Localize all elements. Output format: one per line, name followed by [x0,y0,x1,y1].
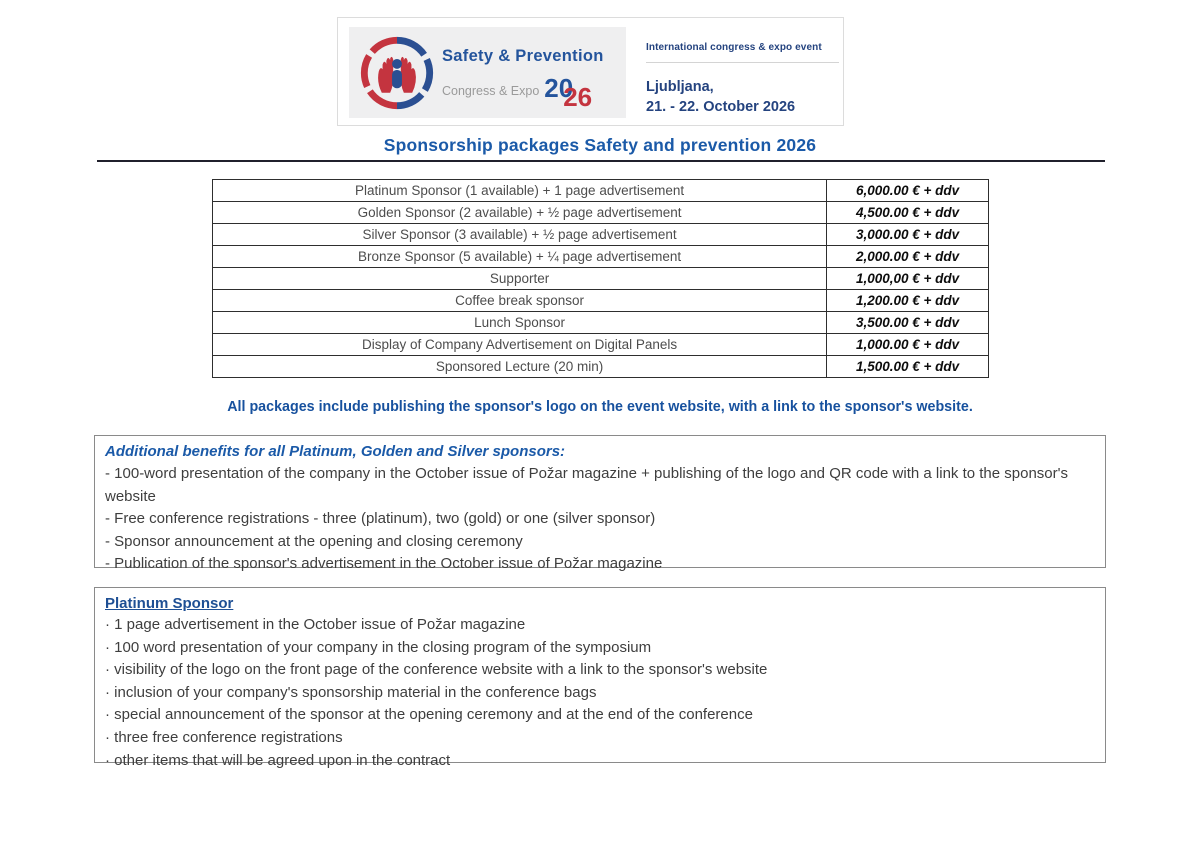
table-row [213,224,989,246]
event-type-label: International congress & expo event [646,42,822,53]
event-dates: 21. - 22. October 2026 [646,99,796,115]
benefit-item: - Publication of the sponsor's advertisement in the October issue of Požar magazine [105,555,663,573]
platinum-item: · visibility of the logo on the front page of the conference website with a link to the sponsor's website [105,661,768,679]
title-rule [97,160,1105,162]
header-divider [646,62,839,63]
package-name: Lunch Sponsor [213,312,827,334]
logo-subtitle-row [442,72,604,112]
additional-benefits-box [94,435,1106,573]
table-row [213,268,989,290]
logo-title: Safety & Prevention [442,46,604,65]
package-price: 1,200.00 € + ddv [827,290,989,312]
table-row [213,290,989,312]
package-name: Platinum Sponsor (1 available) + 1 page advertisement [213,180,827,202]
package-name: Golden Sponsor (2 available) + ½ page advertisement [213,202,827,224]
package-price: 1,000.00 € + ddv [827,334,989,356]
package-name: Supporter [213,268,827,290]
package-name: Coffee break sponsor [213,290,827,312]
event-location: Ljubljana, [646,79,714,95]
package-name: Bronze Sponsor (5 available) + ¼ page advertisement [213,246,827,268]
all-packages-note: All packages include publishing the sponsor's logo on the event website, with a link to the sponsor's website. [227,399,973,415]
benefit-item: - 100-word presentation of the company in the October issue of Požar magazine + publishing of the logo and QR code with a link to the sponsor's website [105,465,1069,505]
platinum-sponsor-heading: Platinum Sponsor [105,595,234,612]
logo-year-20: 20 [544,72,574,103]
table-row [213,246,989,268]
platinum-sponsor-box [94,587,1106,769]
package-price: 3,500.00 € + ddv [827,312,989,334]
logo-year-26: 26 [563,81,593,112]
table-row [213,202,989,224]
logo-panel [349,27,626,118]
table-row [213,334,989,356]
event-header [337,17,844,126]
package-price: 1,500.00 € + ddv [827,356,989,378]
package-price: 1,000,00 € + ddv [827,268,989,290]
platinum-item: · inclusion of your company's sponsorship material in the conference bags [105,683,597,701]
table-row [213,356,989,378]
event-details [646,42,836,117]
platinum-item: · other items that will be agreed upon in the contract [105,751,451,769]
benefit-item: - Sponsor announcement at the opening and closing ceremony [105,532,523,550]
page-title: Sponsorship packages Safety and prevention 2026 [383,135,817,155]
logo-text [442,45,604,112]
table-row [213,312,989,334]
hands-person-logo-icon [359,35,435,111]
package-name: Silver Sponsor (3 available) + ½ page advertisement [213,224,827,246]
sponsorship-packages-table [212,179,989,378]
platinum-item: · 1 page advertisement in the October issue of Požar magazine [105,616,526,633]
package-price: 3,000.00 € + ddv [827,224,989,246]
logo-subtitle: Congress & Expo [442,83,540,98]
platinum-item: · special announcement of the sponsor at the opening ceremony and at the end of the conference [105,706,753,724]
package-price: 6,000.00 € + ddv [827,180,989,202]
benefit-item: - Free conference registrations - three (platinum), two (gold) or one (silver sponsor) [105,510,656,528]
package-name: Display of Company Advertisement on Digital Panels [213,334,827,356]
additional-benefits-heading: Additional benefits for all Platinum, Golden and Silver sponsors: [105,443,566,460]
table-row [213,180,989,202]
platinum-item: · 100 word presentation of your company in the closing program of the symposium [105,638,652,656]
platinum-item: · three free conference registrations [105,728,343,746]
package-price: 4,500.00 € + ddv [827,202,989,224]
package-price: 2,000.00 € + ddv [827,246,989,268]
package-name: Sponsored Lecture (20 min) [213,356,827,378]
